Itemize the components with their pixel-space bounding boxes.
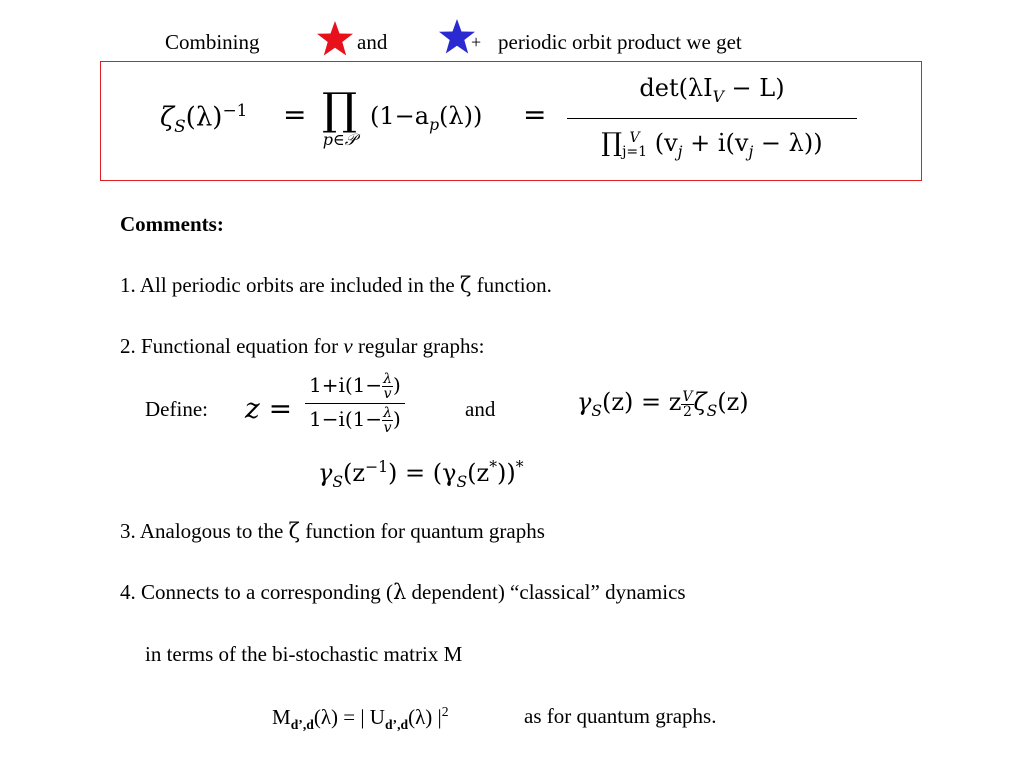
z-denominator: 1−i(1−	[309, 407, 383, 431]
product-term-start: (1−a	[370, 102, 430, 130]
zeta-subscript: S	[174, 115, 186, 136]
gamma-zeta-arg: (z)	[717, 388, 749, 416]
gamma-exp-bot: 2	[683, 404, 692, 420]
fe-sub: S	[332, 472, 344, 491]
denominator-product-symbol: ∏	[601, 128, 623, 158]
gamma-exp-top: V	[682, 389, 693, 405]
header-plus: +	[471, 32, 482, 52]
bistochastic-definition	[272, 704, 449, 733]
fe-arg: (z	[343, 459, 366, 487]
final-mid: (λ) = | U	[313, 705, 385, 729]
denominator-end: − λ))	[753, 129, 823, 157]
fe-exp: −1	[365, 458, 389, 476]
denominator-sup: V	[629, 129, 640, 146]
item4-pre: 4. Connects to a corresponding (	[120, 580, 393, 604]
comment-item-4	[120, 580, 686, 605]
equals-1: =	[283, 98, 307, 131]
header-line	[165, 30, 260, 55]
comment-item-3	[120, 519, 545, 544]
z-definition-fraction	[305, 372, 405, 435]
item3-pre: 3. Analogous to the	[120, 519, 289, 543]
fe-sub2: S	[456, 472, 468, 491]
fe-arg2: (z	[467, 459, 490, 487]
product-denominator	[567, 124, 857, 161]
denominator-sub: j=1	[622, 143, 648, 160]
product-term	[370, 102, 482, 134]
z-equals: z =	[245, 392, 293, 425]
item2-var: v	[343, 334, 353, 358]
z-den-close: )	[393, 407, 401, 431]
functional-equation	[318, 458, 524, 491]
item2-pre: 2. Functional equation for	[120, 334, 344, 358]
item3-zeta: ζ	[288, 519, 300, 543]
fraction-bar	[567, 118, 857, 119]
zeta-inverse-lhs	[160, 100, 247, 136]
fe-mid: ) = (γ	[388, 459, 457, 487]
equals-2: =	[523, 98, 547, 131]
item3-post: function for quantum graphs	[299, 519, 545, 543]
final-sub2: d’,d	[384, 717, 409, 733]
final-M: M	[272, 705, 291, 729]
product-term-sub: p	[429, 115, 440, 134]
and-label: and	[465, 397, 496, 421]
header-and: and	[357, 30, 388, 54]
gamma-symbol: γ	[577, 388, 592, 416]
z-numerator: 1+i(1−	[309, 373, 383, 397]
product-term-end: (λ))	[439, 102, 483, 130]
comments-title: Comments:	[120, 212, 224, 236]
gamma-zeta-sub: S	[706, 401, 718, 420]
z-den-v: v	[383, 420, 392, 436]
item2-post: regular graphs:	[352, 334, 485, 358]
fe-gamma: γ	[318, 459, 333, 487]
gamma-sub: S	[591, 401, 603, 420]
item4-post: dependent) “classical” dynamics	[406, 580, 686, 604]
product-over-orbits	[322, 84, 358, 150]
denominator-body: (v	[654, 129, 678, 157]
denominator-sub3: j	[748, 142, 754, 161]
gamma-arg: (z) = z	[602, 388, 682, 416]
denominator-mid: + i(v	[682, 129, 749, 157]
fe-exp2: *	[489, 458, 497, 476]
item4-lambda: λ	[392, 580, 407, 604]
gamma-zeta: ζ	[693, 388, 707, 416]
z-num-lambda: λ	[383, 371, 393, 387]
item1-zeta: ζ	[460, 273, 472, 297]
lhs-argument: (λ)	[185, 102, 223, 133]
fe-exp3: *	[515, 458, 524, 476]
header-rest: periodic orbit product we get	[498, 30, 742, 54]
comment-item-2	[120, 334, 485, 359]
final-tail: as for quantum graphs.	[524, 704, 717, 728]
numerator-end: − L)	[723, 74, 785, 102]
comment-item-4-continued: in terms of the bi-stochastic matrix M	[145, 642, 463, 666]
final-sub1: d’,d	[290, 717, 314, 733]
fe-end: ))	[496, 459, 516, 487]
item1-pre: 1. All periodic orbits are included in the	[120, 273, 460, 297]
final-end: (λ) |	[408, 705, 442, 729]
z-lhs	[245, 392, 292, 425]
denominator-sub2: j	[677, 142, 683, 161]
comment-item-1	[120, 273, 552, 298]
define-label: Define:	[145, 397, 208, 421]
lhs-exponent: −1	[222, 100, 248, 120]
numerator-start: det(λI	[639, 74, 713, 102]
z-num-close: )	[393, 373, 401, 397]
product-symbol: ∏	[322, 84, 358, 135]
numerator-sub: V	[712, 87, 724, 106]
z-den-lambda: λ	[383, 405, 393, 421]
product-subscript: p∈𝒫	[322, 130, 357, 149]
red-star-icon	[316, 20, 354, 58]
zeta-symbol: ζ	[160, 102, 175, 133]
gamma-definition	[577, 388, 749, 420]
header-combining: Combining	[165, 30, 260, 54]
item1-post: function.	[471, 273, 552, 297]
final-exp: 2	[441, 704, 449, 719]
z-num-v: v	[383, 386, 392, 402]
determinant-numerator	[567, 74, 857, 106]
